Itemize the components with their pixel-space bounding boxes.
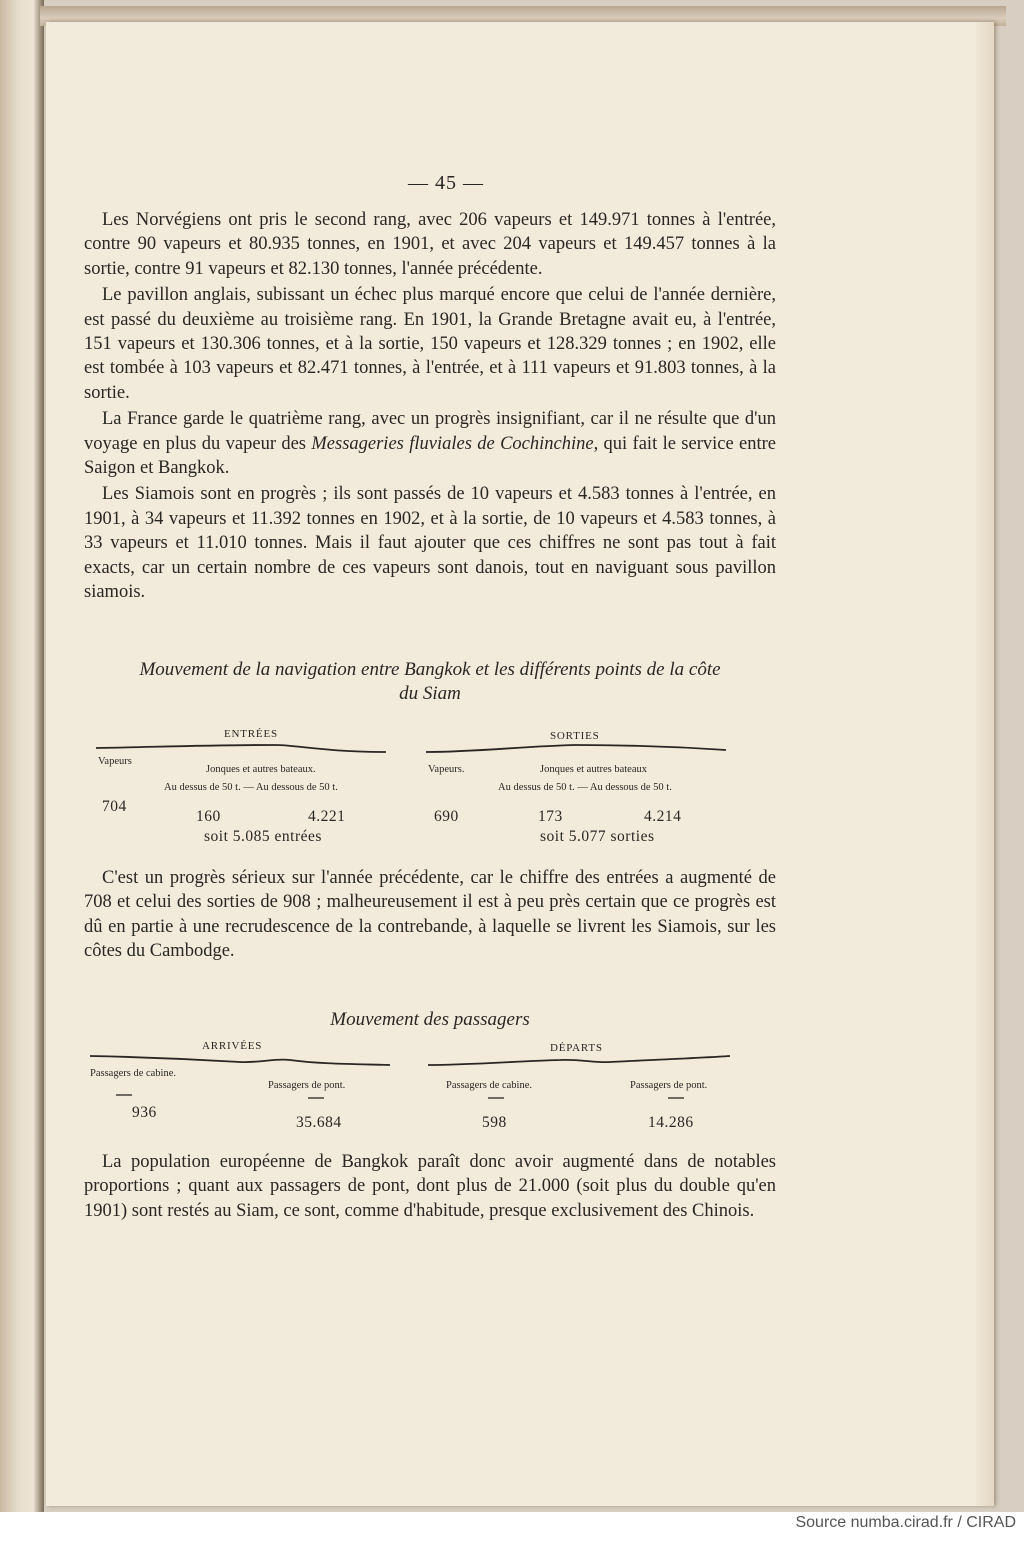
paragraph-france [84, 407, 776, 480]
departs-header: DÉPARTS [550, 1042, 603, 1054]
source-credit: Source numba.cirad.fr / CIRAD [795, 1514, 1016, 1531]
facing-page-edge [0, 0, 44, 1512]
france-text-italic: Messageries fluviales de Cochinchine [311, 433, 594, 454]
navigation-header-rules [96, 742, 736, 758]
sorties-total: soit 5.077 sorties [540, 828, 655, 845]
cabin-departures-value: 598 [482, 1114, 507, 1131]
entrees-split-label: Au dessus de 50 t. — Au dessous de 50 t. [164, 782, 338, 793]
departs-cabin-label: Passagers de cabine. [446, 1080, 533, 1091]
text-block-top [84, 208, 776, 607]
france-text-after: , qui fait le service entre Saigon et Bangkok. [84, 433, 776, 479]
entrees-total: soit 5.085 entrées [204, 828, 322, 845]
sorties-vapeurs-label: Vapeurs. [428, 764, 465, 775]
sorties-vapeurs-value: 690 [434, 808, 459, 825]
france-text-before: La France garde le quatrième rang, avec un progrès insignifiant, car il ne résulte que d'un voyage en plus du vapeur des [84, 409, 776, 454]
entrees-jonques-label: Jonques et autres bateaux. [206, 764, 316, 775]
paragraph-progres: C'est un progrès sérieux sur l'année précédente, car le chiffre des entrées a augmenté de 708 et celui des sorties de 908 ; malheureusement il est à peu près certain que ce progrès est dû en partie à une recrudescence de la contrebande, à laquelle se livrent les Siamois, sur les côtes du Cambodge. [84, 868, 776, 962]
departs-deck-label: Passagers de pont. [630, 1080, 708, 1091]
entrees-header: ENTRÉES [224, 728, 278, 740]
page-fore-edge [976, 22, 994, 1506]
text-block-middle [84, 866, 776, 966]
sorties-header: SORTIES [550, 730, 600, 742]
paragraph-norvegiens: Les Norvégiens ont pris le second rang, avec 206 vapeurs et 149.971 tonnes à l'entrée, contre 90 vapeurs et 80.935 tonnes, en 1901, et avec 204 vapeurs et 149.457 tonnes à la sortie, contre 91 vapeurs et 82.130 tonnes, l'année précédente. [84, 210, 776, 279]
entrees-vapeurs-label: Vapeurs [98, 756, 132, 767]
sorties-above-value: 173 [538, 808, 563, 825]
paragraph-siamois: Les Siamois sont en progrès ; ils sont passés de 10 vapeurs et 4.583 tonnes à l'entrée, en 1901, à 34 vapeurs et 11.392 tonnes en 1902, et à la sortie, de 10 vapeurs et 4.583 tonnes, à 33 vapeurs et 11.010 tonnes. Mais il faut ajouter que ces chiffres ne sont pas tout à fait exacts, car un certain nombre de ces vapeurs sont danois, tout en naviguant sous pavillon siamois. [84, 484, 776, 603]
sorties-below-value: 4.214 [644, 808, 682, 825]
entrees-above-value: 160 [196, 808, 221, 825]
navigation-table-caption [84, 658, 776, 706]
arrivees-cabin-label: Passagers de cabine. [90, 1068, 177, 1079]
arrivees-deck-label: Passagers de pont. [268, 1080, 346, 1091]
navigation-caption-line2: du Siam [399, 683, 461, 704]
entrees-below-value: 4.221 [308, 808, 346, 825]
arrivees-header: ARRIVÉES [202, 1040, 263, 1052]
navigation-caption-line1: Mouvement de la navigation entre Bangkok et les différents points de la côte [139, 659, 721, 680]
sorties-split-label: Au dessus de 50 t. — Au dessous de 50 t. [498, 782, 672, 793]
paragraph-pavillon-anglais: Le pavillon anglais, subissant un échec plus marqué encore que celui de l'année dernière, est passé du deuxième au troisième rang. En 1901, la Grande Bretagne avait eu, à l'entrée, 151 vapeurs et 130.306 tonnes, et à la sortie, 150 vapeurs et 128.329 tonnes ; en 1902, elle est tombée à 103 vapeurs et 82.471 tonnes, à l'entrée, et à 111 vapeurs et 91.803 tonnes, à la sortie. [84, 285, 776, 403]
passengers-value-dashes [116, 1092, 716, 1102]
book-page [46, 22, 994, 1506]
entrees-vapeurs-value: 704 [102, 798, 127, 815]
paragraph-population: La population européenne de Bangkok paraît donc avoir augmenté dans de notables proportions ; quant aux passagers de pont, dont plus de 21.000 (soit plus du double qu'en 1901) sont restés au Siam, ce sont, comme d'habitude, presque exclusivement des Chinois. [84, 1152, 776, 1221]
text-block-bottom [84, 1150, 776, 1225]
deck-arrivals-value: 35.684 [296, 1114, 342, 1131]
passengers-table-caption: Mouvement des passagers [330, 1009, 530, 1030]
passengers-header-rules [90, 1052, 740, 1072]
sorties-jonques-label: Jonques et autres bateaux [540, 764, 648, 775]
deck-departures-value: 14.286 [648, 1114, 694, 1131]
page-number: — 45 — [408, 172, 484, 194]
cabin-arrivals-value: 936 [132, 1104, 157, 1121]
